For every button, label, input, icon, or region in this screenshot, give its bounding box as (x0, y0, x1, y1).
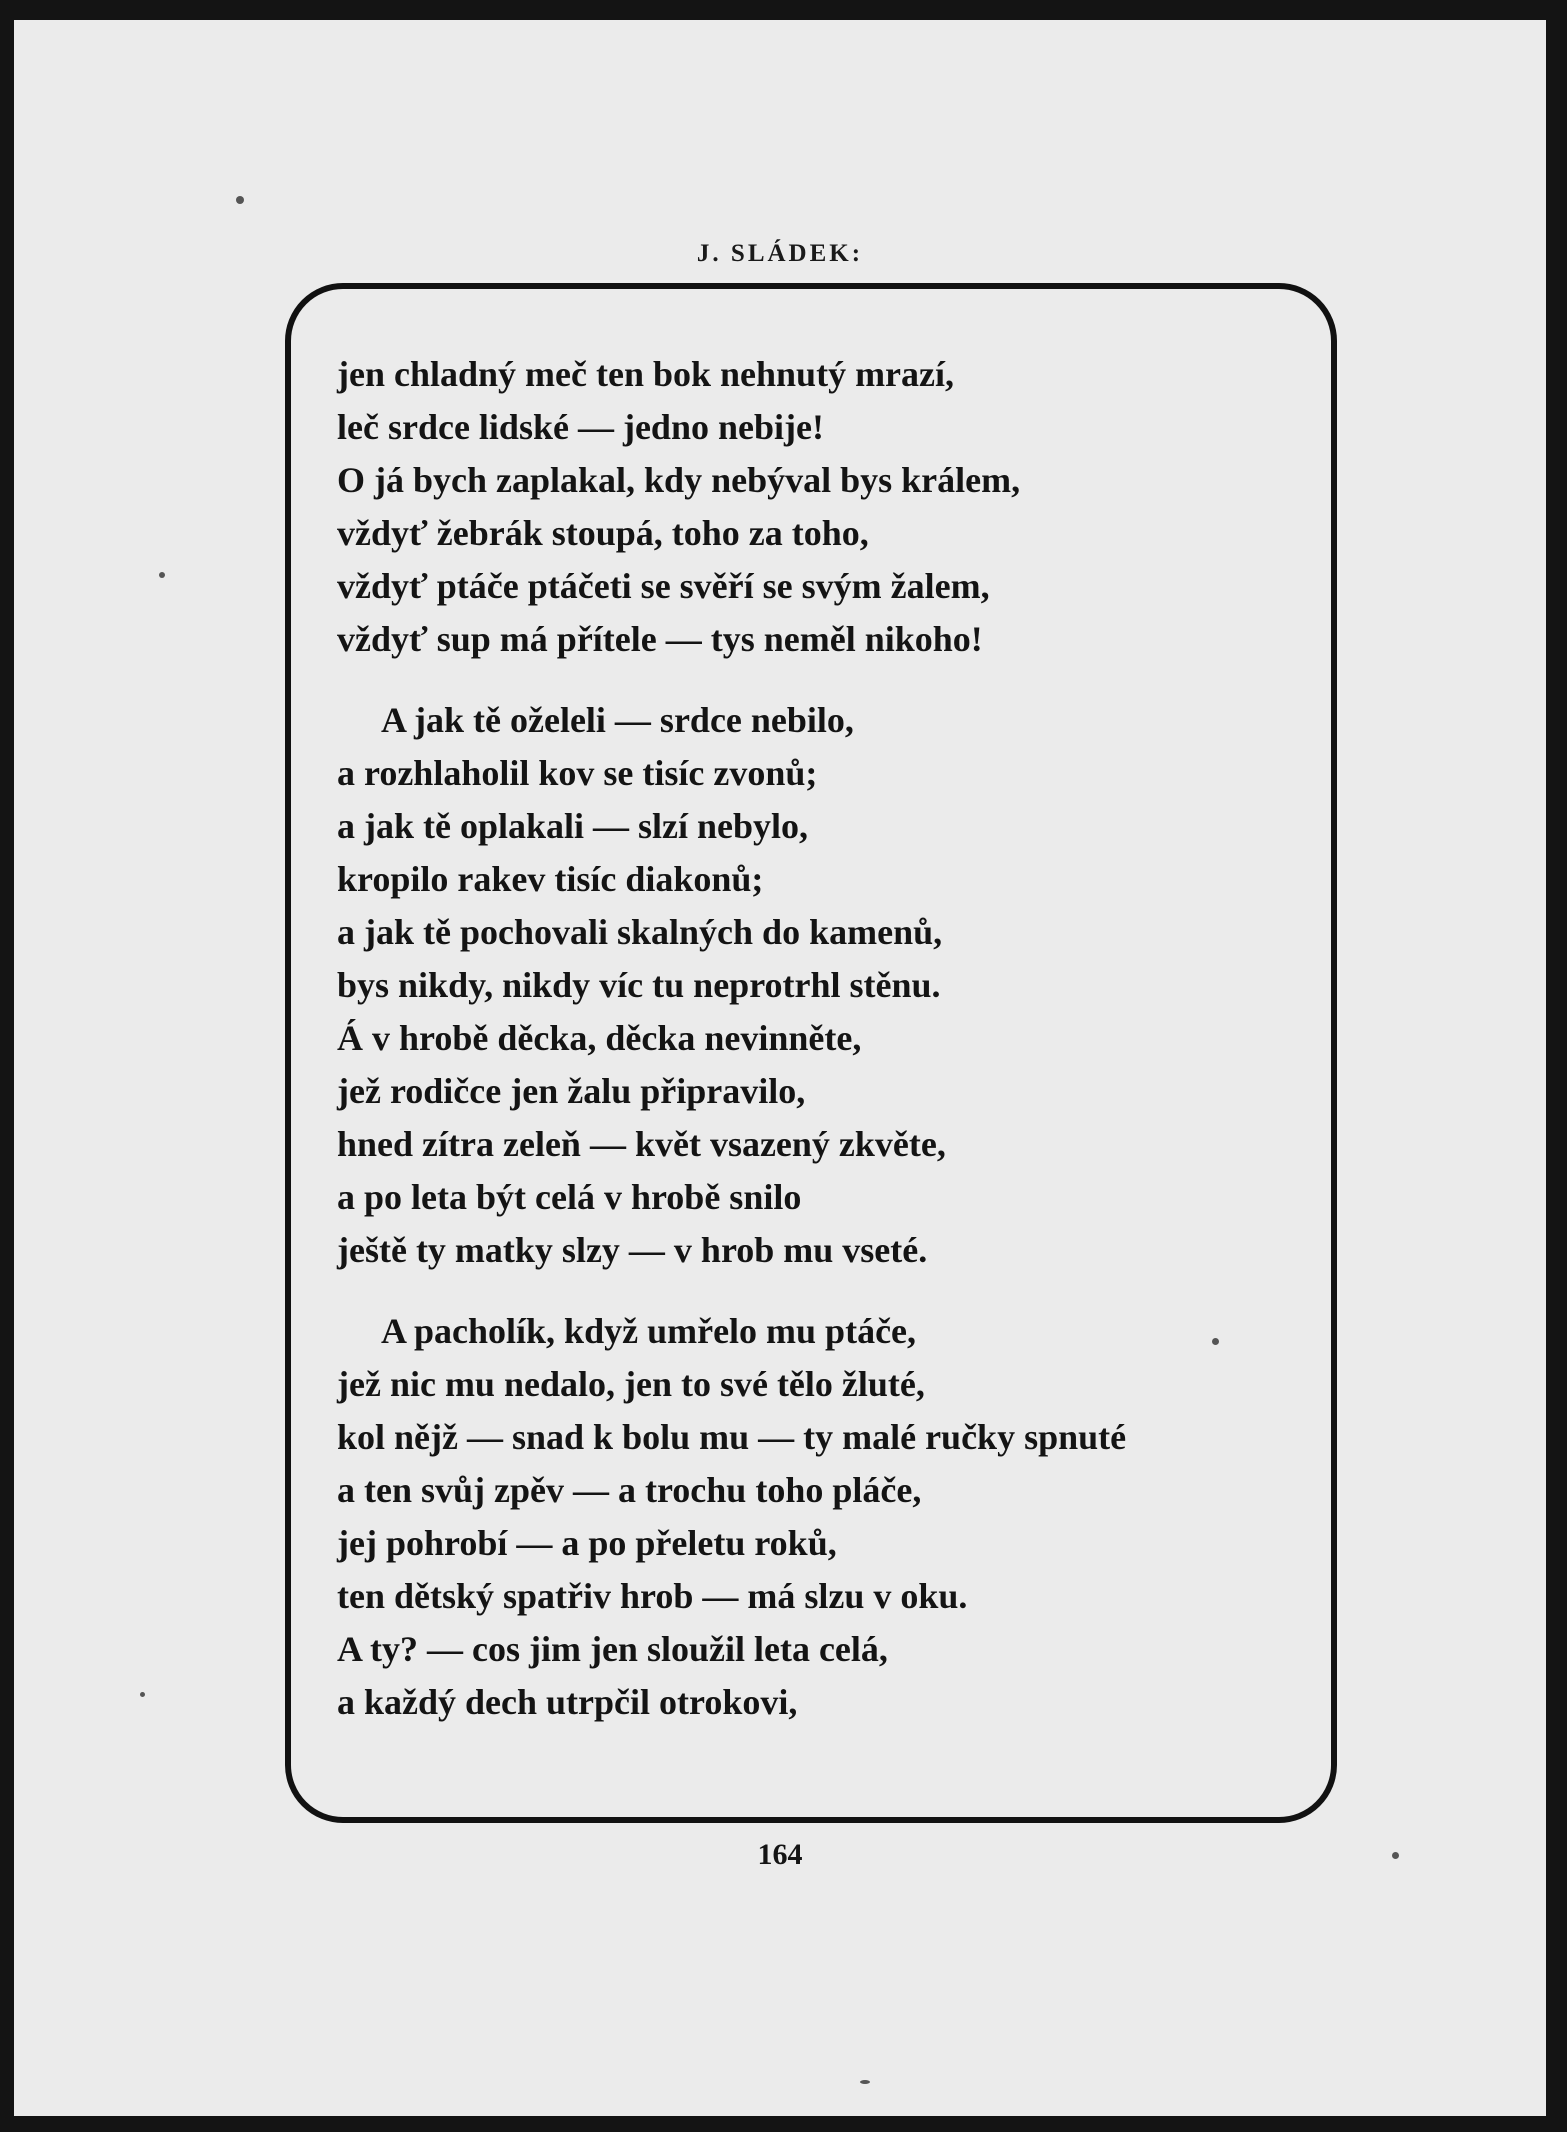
print-speck (860, 2080, 870, 2084)
poem-line: ten dětský spatřiv hrob — má slzu v oku. (337, 1576, 968, 1616)
poem-line: a jak tě oplakali — slzí nebylo, (337, 806, 809, 846)
page-number: 164 (757, 1838, 803, 1871)
print-speck (159, 572, 165, 578)
running-head: J. SLÁDEK: (696, 240, 864, 267)
poem-line: jej pohrobí — a po přeletu roků, (337, 1523, 837, 1563)
poem-line: ještě ty matky slzy — v hrob mu vseté. (337, 1230, 928, 1270)
poem-line: a rozhlaholil kov se tisíc zvonů; (337, 753, 818, 793)
print-speck (236, 196, 244, 204)
poem-line: vždyť žebrák stoupá, toho za toho, (337, 513, 869, 553)
stanza-2 (337, 694, 1297, 1277)
poem-line: jež nic mu nedalo, jen to své tělo žluté, (337, 1364, 925, 1404)
stanza-3 (337, 1305, 1297, 1729)
poem-line: a ten svůj zpěv — a trochu toho pláče, (337, 1470, 922, 1510)
poem-line: kol nějž — snad k bolu mu — ty malé ručky spnuté (337, 1417, 1127, 1457)
poem-line: jež rodičce jen žalu připravilo, (337, 1071, 806, 1111)
poem-line: hned zítra zeleň — květ vsazený zkvěte, (337, 1124, 946, 1164)
poem-line: a každý dech utrpčil otrokovi, (337, 1682, 798, 1722)
poem-line: O já bych zaplakal, kdy nebýval bys králem, (337, 460, 1021, 500)
print-speck (140, 1692, 145, 1697)
poem-line: bys nikdy, nikdy víc tu neprotrhl stěnu. (337, 965, 941, 1005)
poem-line: kropilo rakev tisíc diakonů; (337, 859, 764, 899)
poem-line: A pacholík, když umřelo mu ptáče, (381, 1311, 917, 1351)
poem-line: Á v hrobě děcka, děcka nevinněte, (337, 1018, 862, 1058)
poem-line: vždyť sup má přítele — tys neměl nikoho! (337, 619, 983, 659)
poem-line: A ty? — cos jim jen sloužil leta celá, (337, 1629, 888, 1669)
poem-line: a po leta být celá v hrobě snilo (337, 1177, 802, 1217)
poem-line: jen chladný meč ten bok nehnutý mrazí, (337, 354, 955, 394)
poem-line: vždyť ptáče ptáčeti se svěří se svým žalem, (337, 566, 990, 606)
poem-line: a jak tě pochovali skalných do kamenů, (337, 912, 943, 952)
poem-line: A jak tě oželeli — srdce nebilo, (381, 700, 854, 740)
stanza-1 (337, 348, 1297, 666)
poem-line: leč srdce lidské — jedno nebije! (337, 407, 824, 447)
poem-text (337, 348, 1297, 1729)
